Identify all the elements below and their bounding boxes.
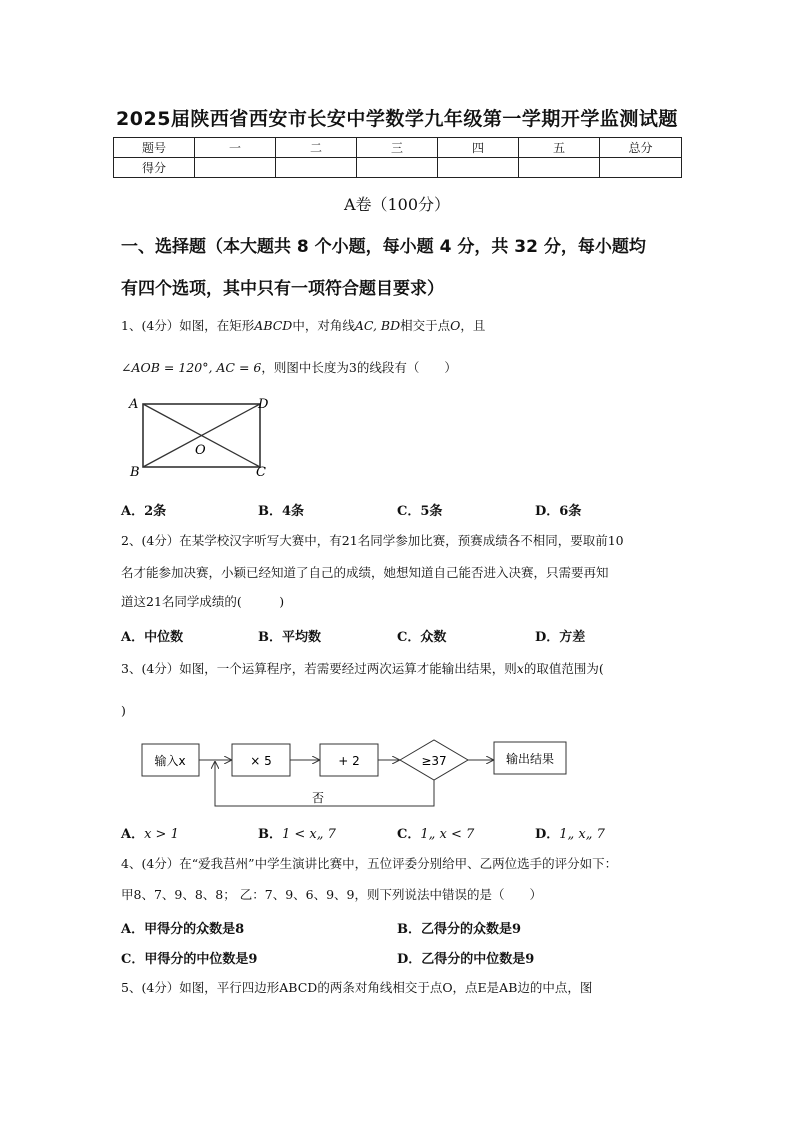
q2-option-d[interactable]: D．方差 (535, 630, 586, 645)
q3-text: 的取值范围为( (523, 661, 604, 676)
q3-option-a-label: A． (121, 827, 145, 842)
q3-option-b-expr: 1 < x„ 7 (282, 827, 336, 842)
score-header-cell: 题号 (114, 138, 195, 158)
exam-title: 2025届陕西省西安市长安中学数学九年级第一学期开学监测试题 (116, 108, 678, 130)
score-table (113, 137, 682, 178)
score-header-cell: 二 (276, 138, 357, 158)
q1-text: 1、(4分）如图，在矩形 (121, 318, 255, 333)
q4-option-c[interactable]: C．甲得分的中位数是9 (121, 952, 258, 967)
q2-option-c[interactable]: C．众数 (397, 630, 447, 645)
q2-option-b[interactable]: B．平均数 (258, 630, 321, 645)
score-cell (195, 158, 276, 178)
q4-option-b[interactable]: B．乙得分的众数是9 (397, 922, 522, 937)
q4-option-d[interactable]: D．乙得分的中位数是9 (397, 952, 535, 967)
section-1-line: 有四个选项，其中只有一项符合题目要求） (121, 279, 444, 299)
flow-input-label: 输入x (154, 754, 186, 768)
score-header-cell: 总分 (600, 138, 682, 158)
q4-line1: 4、(4分）在“爱我莒州”中学生演讲比赛中，五位评委分别给甲、乙两位选手的评分如下： (121, 856, 618, 871)
score-cell (438, 158, 519, 178)
flow-condition-label: ≥37 (421, 754, 447, 768)
q1-option-c[interactable]: C．5条 (397, 504, 443, 519)
score-header-cell: 四 (438, 138, 519, 158)
q1-math-angle: ∠AOB = 120°, AC = 6 (121, 360, 262, 375)
score-row-label: 得分 (114, 158, 195, 178)
q5-line1: 5、(4分）如图，平行四边形ABCD的两条对角线相交于点O，点E是AB边的中点，图 (121, 980, 593, 995)
q1-text: 相交于点 (400, 318, 451, 333)
q1-math-o: O (450, 318, 461, 333)
flow-plus-label: + 2 (338, 754, 360, 768)
q3-option-c-label: C． (397, 827, 421, 842)
q1-math-acbd: AC, BD (354, 318, 401, 333)
q1-option-b[interactable]: B．4条 (258, 504, 305, 519)
flow-no-label: 否 (311, 791, 325, 805)
q3-option-b[interactable] (258, 823, 336, 842)
q3-line1 (121, 655, 686, 683)
vertex-label-d: D (258, 397, 269, 412)
q1-text: ，则图中长度为3的线段有（ ） (261, 360, 457, 375)
q3-math-x: x (516, 661, 524, 676)
q3-option-d[interactable] (535, 823, 605, 842)
q3-option-a-expr: x > 1 (144, 827, 179, 842)
q1-text: 中，对角线 (292, 318, 355, 333)
q2-line3: 道这21名同学成绩的( ) (121, 594, 285, 609)
score-header-cell: 三 (357, 138, 438, 158)
q1-line1 (121, 312, 686, 340)
flow-output-label: 输出结果 (505, 752, 555, 766)
score-cell (276, 158, 357, 178)
q3-option-c[interactable] (397, 823, 474, 842)
score-table-header-row (114, 138, 682, 158)
score-cell (600, 158, 682, 178)
score-cell (519, 158, 600, 178)
q3-flowchart (140, 738, 570, 812)
vertex-label-a: A (129, 397, 139, 412)
q1-rectangle-figure (124, 392, 272, 480)
q1-option-a[interactable]: A．2条 (121, 504, 167, 519)
section-a-heading: A卷（100分） (343, 195, 451, 214)
center-label-o: O (195, 443, 206, 458)
q3-line2: ) (121, 703, 126, 718)
q3-option-d-label: D． (535, 827, 560, 842)
q4-line2: 甲8、7、9、8、8； 乙：7、9、6、9、9，则下列说法中错误的是（ ） (121, 887, 543, 902)
score-header-cell: 一 (195, 138, 276, 158)
vertex-label-b: B (130, 465, 140, 480)
score-table-score-row (114, 158, 682, 178)
q3-option-a[interactable] (121, 823, 179, 842)
score-header-cell: 五 (519, 138, 600, 158)
q2-line2: 名才能参加决赛，小颖已经知道了自己的成绩，她想知道自己能否进入决赛，只需要再知 (121, 565, 609, 580)
q1-line2 (121, 354, 686, 382)
q3-option-c-expr: 1„ x < 7 (420, 827, 475, 842)
vertex-label-c: C (256, 465, 266, 480)
flow-loop-arrow (215, 762, 434, 806)
q3-option-d-expr: 1„ x„ 7 (559, 827, 605, 842)
q1-text: ，且 (460, 318, 486, 333)
section-1-line: 一、选择题（本大题共 8 个小题，每小题 4 分，共 32 分，每小题均 (121, 237, 646, 257)
q4-option-a[interactable]: A．甲得分的众数是8 (121, 922, 245, 937)
q1-math-abcd: ABCD (254, 318, 293, 333)
q2-option-a[interactable]: A．中位数 (121, 630, 184, 645)
flow-times-label: × 5 (250, 754, 272, 768)
q3-text: 3、(4分）如图，一个运算程序，若需要经过两次运算才能输出结果，则 (121, 661, 517, 676)
score-cell (357, 158, 438, 178)
q3-option-b-label: B． (258, 827, 282, 842)
q1-option-d[interactable]: D．6条 (535, 504, 582, 519)
section-1-heading (121, 226, 681, 310)
q2-line1: 2、(4分）在某学校汉字听写大赛中，有21名同学参加比赛，预赛成绩各不相同，要取前10 (121, 533, 624, 548)
